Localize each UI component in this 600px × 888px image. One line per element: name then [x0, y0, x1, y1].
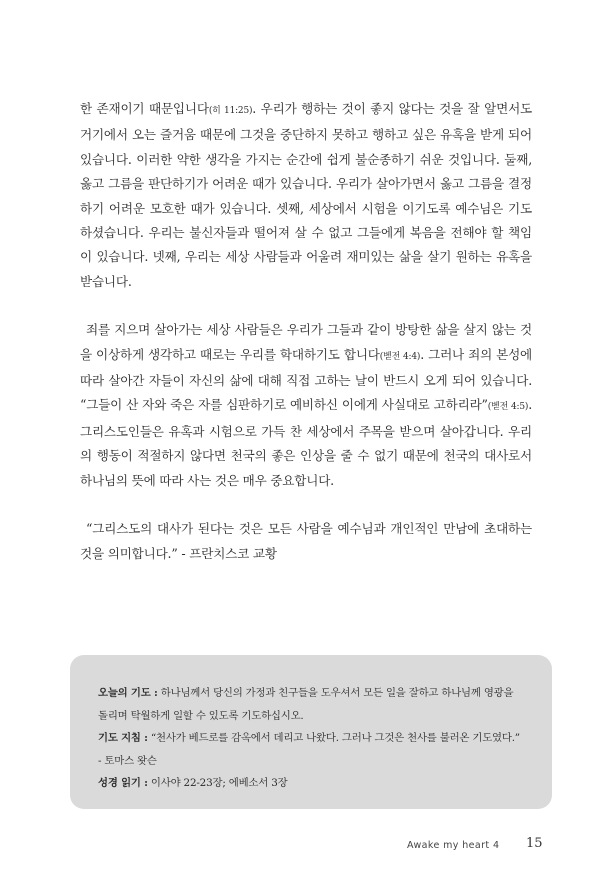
todays-prayer-label: 오늘의 기도 : — [98, 687, 158, 699]
scripture-reference: (벧전 4:5) — [487, 402, 529, 413]
bible-reading-label: 성경 읽기 : — [98, 777, 148, 789]
prayer-guide-text: “천사가 베드로를 감옥에서 데리고 나왔다. 그러나 그것은 천사를 불러온 기도였다.” - 토마스 왓슨 — [98, 732, 520, 767]
prayer-guide-label: 기도 지침 : — [98, 732, 148, 744]
paragraph-2-part-b: . 그러나 죄의 본성에 따라 살아간 자들이 자신의 삶에 대해 직접 고하는 날이 반드시 오게 되어 있습니다. “그들이 산 자와 죽은 자를 심판하기로 예비하신 이에게 사실대로 고하리라” — [80, 346, 533, 413]
todays-prayer-text: 하나님께서 당신의 가정과 친구들을 도우셔서 모든 일을 잘하고 하나님께 영광을 돌리며 탁월하게 일할 수 있도록 기도하십시오. — [98, 687, 514, 722]
todays-prayer — [98, 682, 526, 727]
prayer-guide — [98, 727, 526, 772]
prayer-box-content — [98, 682, 526, 795]
bible-reading — [98, 772, 526, 795]
paragraph-2-part-c: . 그리스도인들은 유혹과 시험으로 가득 찬 세상에서 주목을 받으며 살아갑니다. 우리의 행동이 적절하지 않다면 천국의 좋은 인상을 줄 수 없기 때문에 천국의 대사로서 하나님의 뜻에 따라 사는 것은 매우 중요합니다. — [80, 397, 532, 488]
closing-quote: “그리스도의 대사가 된다는 것은 모든 사람을 예수님과 개인적인 만남에 초대하는 것을 의미합니다.” - 프란치스코 교황 — [80, 521, 532, 561]
main-body-text — [80, 97, 532, 566]
scripture-reference: (히 11:25) — [208, 106, 253, 116]
paragraph-1 — [80, 97, 532, 294]
paragraph-1-part-b: . 우리가 행하는 것이 좋지 않다는 것을 잘 알면서도 거기에서 오는 즐거움 때문에 그것을 중단하지 못하고 행하고 싶은 유혹을 받게 되어 있습니다. 이러한 약한 생각을 가지는 순간에 쉽게 불순종하기 쉬운 것입니다. 둘째, 옳고 그름을 판단하기가 어려운 때가 있습니다. 우리가 살아가면서 옳고 그름을 결정하기 어려운 모호한 때가 있습니다. 셋째, 세상에서 시험을 이기도록 예수님은 기도하셨습니다. 우리는 불신자들과 떨어져 살 수 없고 그들에게 복음을 전해야 할 책임이 있습니다. 넷째, 우리는 세상 사람들과 어울려 재미있는 삶을 살기 원하는 유혹을 받습니다. — [80, 101, 532, 289]
paragraph-1-part-a: 한 존재이기 때문입니다 — [80, 101, 209, 116]
bible-reading-text: 이사야 22-23장; 에베소서 3장 — [147, 777, 288, 789]
prayer-box — [70, 655, 552, 809]
paragraph-2 — [80, 318, 532, 493]
running-footer-title: Awake my heart 4 — [407, 840, 500, 851]
page-number: 15 — [526, 836, 543, 851]
scripture-reference: (벧전 4:4) — [379, 351, 421, 362]
paragraph-2-part-a: 죄를 지으며 살아가는 세상 사람들은 우리가 그들과 같이 방탕한 삶을 살지 않는 것을 이상하게 생각하고 때로는 우리를 학대하기도 합니다 — [80, 322, 532, 362]
